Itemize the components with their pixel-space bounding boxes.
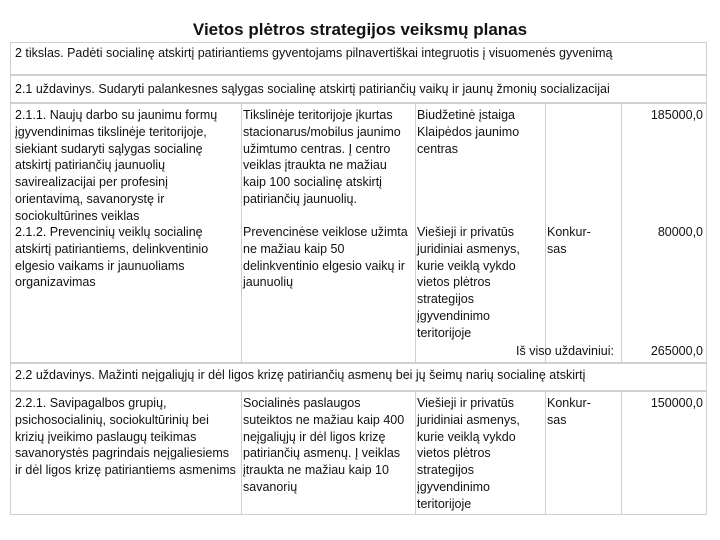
task-heading-text: 2.1 uždavinys. Sudaryti palankesnes sąlygas socialinę atskirtį patiriančių vaikų ir jaunų žmonių socializacijai (15, 82, 610, 96)
selection-cell: Konkur- sas (547, 225, 591, 256)
task-total-value: 265000,0 (650, 344, 703, 358)
amount-cell: 80000,0 (657, 225, 703, 239)
task-2-2-table (10, 391, 707, 515)
activity-cell: 2.1.1. Naujų darbo su jaunimu formų įgyvendinimas tikslinėje teritorijoje, siekiant sudaryti sąlygas socialinę atskirtį patiriančių jaunuolių savirealizacijai per profesinį orientavimą, savanorystę ir sociokultūrines veiklas (15, 108, 218, 223)
task-heading-2-1 (10, 75, 707, 103)
task-2-1-table (10, 103, 707, 363)
indicator-cell: Prevencinėse veiklose užimta ne mažiau kaip 50 delinkventinio elgesio vaikų ir jaunuolių (243, 225, 408, 290)
executor-cell: Viešieji ir privatūs juridiniai asmenys, kurie veiklą vykdo vietos plėtros strategijos įgyvendinimo teritorijoje (417, 396, 520, 511)
objective-text: 2 tikslas. Padėti socialinę atskirtį patiriantiems gyventojams pilnavertiškai integruotis į visuomenės gyvenimą (15, 46, 613, 60)
indicator-cell: Tikslinėje teritorijoje įkurtas stacionarus/mobilus jaunimo užimtumo centras. Į centro veiklas įtraukta ne mažiau kaip 100 socialinę atskirtį patiriančių jaunuolių. (243, 108, 401, 206)
amount-cell: 185000,0 (650, 108, 703, 122)
task-heading-text: 2.2 uždavinys. Mažinti neįgaliųjų ir dėl ligos krizę patiriančių asmenų bei jų šeimų narių socialinę atskirtį (15, 368, 586, 382)
task-heading-2-2 (10, 363, 707, 391)
selection-cell (543, 104, 623, 229)
activity-cell: 2.1.2. Prevencinių veiklų socialinę atskirtį patiriantiems, delinkventinio elgesio vaikams ir jaunuoliams organizavimas (15, 225, 209, 290)
page-title: Vietos plėtros strategijos veiksmų planas (192, 20, 528, 39)
indicator-cell: Socialinės paslaugos suteiktos ne mažiau kaip 400 neįgaliųjų ir dėl ligos krizę patiriančių asmenų. Į veiklas įtraukta ne mažiau kaip 10 savanorių (243, 396, 405, 494)
amount-cell: 150000,0 (650, 396, 703, 410)
activity-cell: 2.2.1. Savipagalbos grupių, psichosocialinių, sociokultūrinių bei krizių įveikimo paslaugų teikimas savanorystės pagrindais neįgaliesiems ir dėl ligos krizę patiriantiems asmenims (15, 396, 236, 478)
executor-cell: Viešieji ir privatūs juridiniai asmenys, kurie veiklą vykdo vietos plėtros strategijos įgyvendinimo teritorijoje (417, 225, 520, 340)
task-total-label: Iš viso uždaviniui: (516, 344, 614, 358)
executor-cell: Biudžetinė įstaiga Klaipėdos jaunimo centras (417, 108, 520, 156)
objective-row (10, 42, 707, 75)
selection-cell: Konkur- sas (547, 396, 591, 427)
